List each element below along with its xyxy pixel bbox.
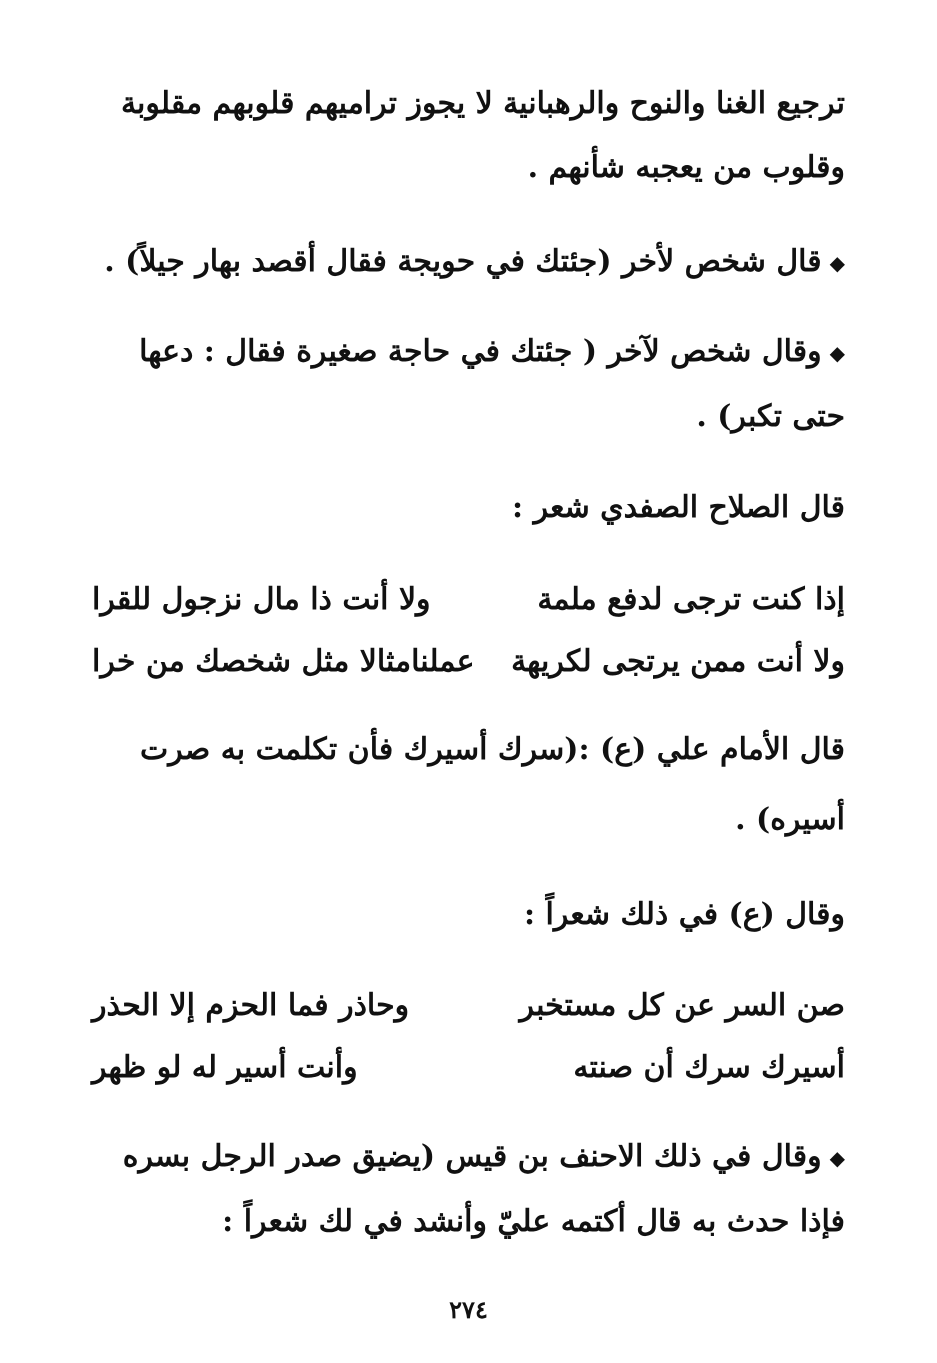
paragraph-line: فإذا حدث به قال أكتمه عليّ وأنشد في لك شعراً : — [222, 1204, 845, 1239]
verse-second-hemistich: عملنامثالا مثل شخصك من خرا — [92, 644, 475, 679]
poem-verse — [92, 640, 845, 684]
verse-second-hemistich: وأنت أسير له لو ظهر — [92, 1050, 358, 1085]
verse-second-hemistich: ولا أنت ذا مال نزجول للقرا — [92, 582, 431, 617]
verse-first-hemistich: أسيرك سرك أن صنته — [573, 1050, 845, 1085]
poem-verse — [92, 578, 845, 622]
poem-verse — [92, 1046, 845, 1090]
paragraph-text: وقال شخص لآخر ( جئتك في حاجة صغيرة فقال : دعها — [139, 334, 822, 369]
poem-verse — [92, 984, 845, 1028]
paragraph-line: ترجيع الغنا والنوح والرهبانية لا يجوز تراميهم قلوبهم مقلوبة — [120, 86, 845, 121]
diamond-bullet-icon: ◆ — [829, 1146, 845, 1170]
bullet-paragraph-line — [92, 240, 845, 285]
poem-intro: قال الصلاح الصفدي شعر : — [512, 490, 845, 525]
diamond-bullet-icon: ◆ — [829, 251, 845, 275]
paragraph-line: وقلوب من يعجبه شأنهم . — [527, 150, 845, 185]
bullet-paragraph-line — [92, 1135, 845, 1180]
verse-second-hemistich: وحاذر فما الحزم إلا الحذر — [92, 988, 410, 1023]
paragraph-text: قال شخص لأخر (جئتك في حويجة فقال أقصد بهار جيلاً) . — [104, 244, 822, 279]
diamond-bullet-icon: ◆ — [829, 341, 845, 365]
paragraph-line: قال الأمام علي (ع) :(سرك أسيرك فأن تكلمت به صرت — [140, 732, 845, 767]
poem-intro: وقال (ع) في ذلك شعراً : — [524, 897, 845, 932]
paragraph-text: وقال في ذلك الاحنف بن قيس (يضيق صدر الرجل بسره — [122, 1139, 822, 1174]
verse-first-hemistich: ولا أنت ممن يرتجى لكريهة — [511, 644, 845, 679]
paragraph-line: أسيره) . — [735, 802, 845, 837]
verse-first-hemistich: إذا كنت ترجى لدفع ملمة — [537, 582, 845, 617]
verse-first-hemistich: صن السر عن كل مستخبر — [519, 988, 845, 1023]
page-number: ٢٧٤ — [449, 1295, 488, 1324]
paragraph-line: حتى تكبر) . — [696, 399, 845, 434]
bullet-paragraph-line — [92, 330, 845, 375]
